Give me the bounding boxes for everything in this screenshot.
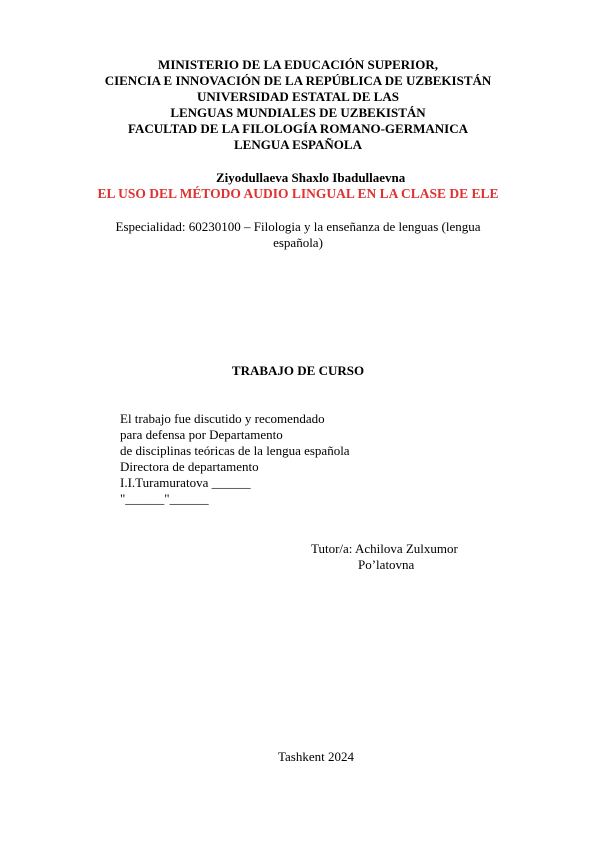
header-line-science: CIENCIA E INNOVACIÓN DE LA REPÚBLICA DE UZBEKISTÁN bbox=[104, 73, 492, 88]
header-line-languages: LENGUAS MUNDIALES DE UZBEKISTÁN bbox=[170, 105, 426, 120]
approval-line-3: de disciplinas teóricas de la lengua española bbox=[120, 443, 350, 458]
approval-line-2: para defensa por Departamento bbox=[120, 427, 283, 442]
header-line-faculty: FACULTAD DE LA FILOLOGÍA ROMANO-GERMANICA bbox=[128, 121, 468, 136]
thesis-title: EL USO DEL MÉTODO AUDIO LINGUAL EN LA CLASE DE ELE bbox=[97, 186, 499, 201]
approval-signature-line: I.I.Turamuratova ______ bbox=[120, 475, 251, 490]
specialty-line-1: Especialidad: 60230100 – Filologia y la enseñanza de lenguas (lengua bbox=[115, 219, 481, 234]
city-year: Tashkent 2024 bbox=[278, 749, 354, 764]
specialty-line-2: española) bbox=[273, 235, 323, 250]
author-name: Ziyodullaeva Shaxlo Ibadullaevna bbox=[216, 170, 406, 185]
approval-line-4: Directora de departamento bbox=[120, 459, 259, 474]
tutor-line-2: Po’latovna bbox=[358, 557, 415, 572]
header-line-university: UNIVERSIDAD ESTATAL DE LAS bbox=[197, 89, 399, 104]
header-line-ministry: MINISTERIO DE LA EDUCACIÓN SUPERIOR, bbox=[158, 57, 438, 72]
work-type: TRABAJO DE CURSO bbox=[231, 363, 365, 378]
header-line-department: LENGUA ESPAÑOLA bbox=[234, 137, 362, 152]
tutor-line-1: Tutor/a: Achilova Zulxumor bbox=[311, 541, 458, 556]
approval-date-line: "______"______ bbox=[120, 491, 209, 506]
approval-line-1: El trabajo fue discutido y recomendado bbox=[120, 411, 325, 426]
